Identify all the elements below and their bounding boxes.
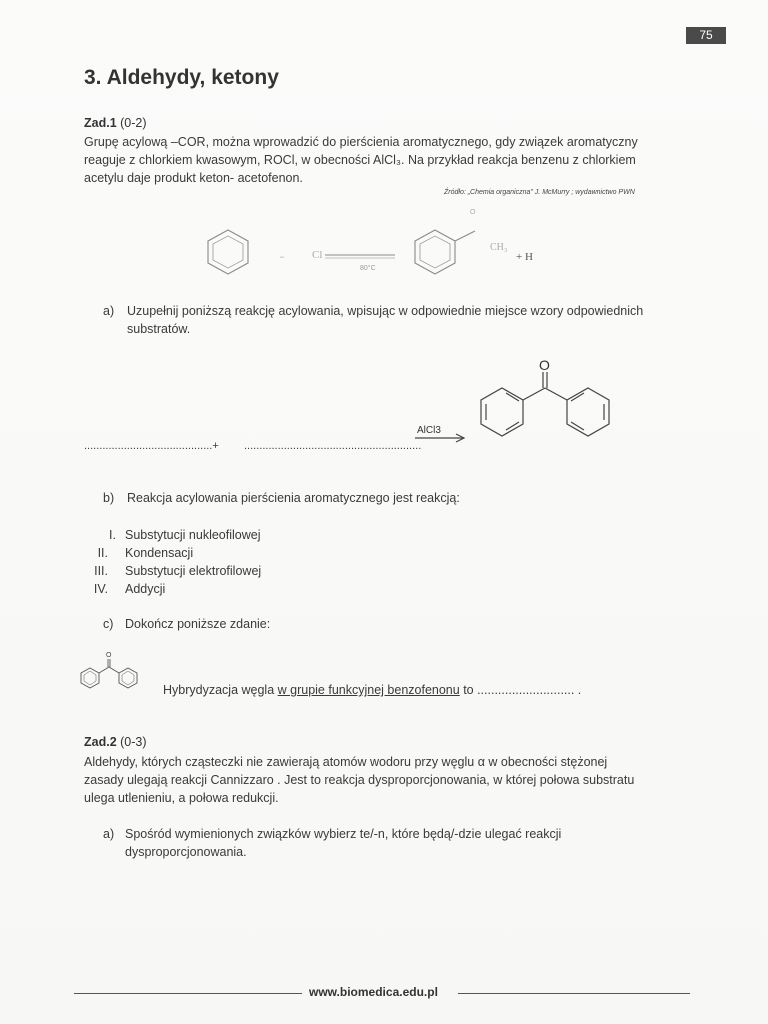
- option-number: IV.: [93, 582, 108, 596]
- source-citation: Źródło: „Chemia organiczna" J. McMurry ; wydawnictwo PWN: [444, 189, 635, 196]
- sentence-start: Hybrydyzacja węgla: [163, 683, 278, 697]
- task2-label: Zad.2: [84, 735, 117, 749]
- hybridization-sentence: [163, 681, 581, 699]
- footer-rule-left: [74, 993, 302, 994]
- task1-a-line-1: Uzupełnij poniższą reakcję acylowania, wpisując w odpowiednie miejsce wzory odpowiednich: [127, 304, 644, 318]
- catalyst-label: AlCl3: [417, 425, 441, 436]
- task1-a-line-2: substratów.: [127, 322, 191, 336]
- task2-heading: [84, 735, 147, 749]
- scheme-reagent: Cl: [312, 249, 323, 261]
- task2-points: (0-3): [120, 735, 147, 749]
- sentence-underlined: w grupie funkcyjnej benzofenonu: [277, 683, 460, 697]
- benzene-ring-product: [415, 230, 455, 274]
- task1-c-marker: c): [103, 617, 114, 631]
- task2-a-line-2: dysproporcjonowania.: [125, 845, 247, 859]
- task2-intro-line-1: Aldehydy, których cząsteczki nie zawierają atomów wodoru przy węglu α w obecności stężonej: [84, 755, 608, 769]
- task2-a-line-1: Spośród wymienionych związków wybierz te/-n, które będą/-dzie ulegać reakcji: [125, 827, 562, 841]
- svg-text:~: ~: [280, 253, 285, 262]
- task2-intro-line-3: ulega utlenieniu, a połowa redukcji.: [84, 791, 279, 805]
- task1-points: (0-2): [120, 116, 147, 130]
- option-number: I.: [109, 528, 116, 542]
- benzophenone-small-structure: [70, 647, 150, 697]
- scheme-fragment: CH₃: [490, 242, 508, 253]
- task1-b-marker: b): [103, 491, 115, 505]
- substrate-blank-2[interactable]: ..........................................................: [244, 440, 422, 452]
- benzophenone-structure: [400, 352, 640, 462]
- sentence-end-blank[interactable]: to ............................ .: [459, 683, 582, 697]
- task1-a-marker: a): [103, 304, 115, 318]
- section-title: 3. Aldehydy, ketony: [84, 66, 279, 89]
- task2-a-marker: a): [103, 827, 115, 841]
- benzene-ring-reactant: [208, 230, 248, 274]
- substrate-blank-1[interactable]: ..........................................+: [84, 440, 219, 452]
- small-carbonyl-oxygen: O: [106, 652, 112, 659]
- task1-intro-line-1: Grupę acylową –COR, można wprowadzić do pierścienia aromatycznego, gdy związek aromatyczny: [84, 135, 638, 149]
- task1-b-question: Reakcja acylowania pierścienia aromatycznego jest reakcją:: [127, 491, 460, 505]
- option-text[interactable]: Addycji: [125, 582, 166, 596]
- scheme-plus-h: + H: [516, 251, 533, 263]
- task1-label: Zad.1: [84, 116, 117, 130]
- page-number: 75: [686, 27, 726, 44]
- task1-c-question: Dokończ poniższe zdanie:: [125, 617, 271, 631]
- scheme-oxygen: O: [470, 209, 476, 216]
- option-text[interactable]: Substytucji nukleofilowej: [125, 528, 261, 542]
- task1-heading: [84, 116, 147, 130]
- footer-rule-right: [458, 993, 690, 994]
- task1-intro-line-3: acetylu daje produkt keton- acetofenon.: [84, 171, 303, 185]
- option-number: II.: [97, 546, 108, 560]
- task1-intro-line-2: reaguje z chlorkiem kwasowym, ROCl, w obecności AlCl₃. Na przykład reakcja benzenu z chlorkiem: [84, 153, 636, 167]
- option-text[interactable]: Substytucji elektrofilowej: [125, 564, 262, 578]
- acylation-scheme-example: [190, 200, 570, 290]
- footer-url[interactable]: www.biomedica.edu.pl: [309, 985, 438, 999]
- scheme-catalyst: 80°C: [360, 265, 376, 272]
- option-text[interactable]: Kondensacji: [125, 546, 194, 560]
- carbonyl-oxygen-label: O: [539, 357, 550, 373]
- task2-intro-line-2: zasady ulegają reakcji Cannizzaro . Jest to reakcja dysproporcjonowania, w której połowa substratu: [84, 773, 635, 787]
- option-number: III.: [94, 564, 108, 578]
